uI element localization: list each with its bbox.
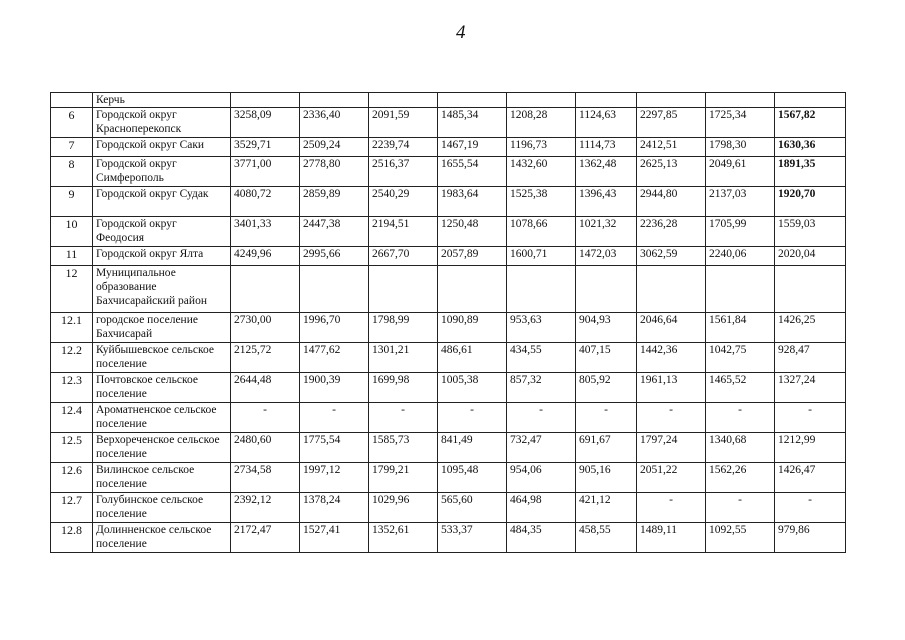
value-cell: - [369,403,438,433]
value-cell: 1432,60 [507,157,576,187]
value-cell: - [637,403,706,433]
value-cell: 1600,71 [507,247,576,266]
value-cell: 2125,72 [231,343,300,373]
value-cell [637,266,706,313]
page-number: 4 [456,22,466,43]
value-cell [775,266,846,313]
value-cell: 434,55 [507,343,576,373]
value-cell: 1891,35 [775,157,846,187]
row-num-cell: 12.5 [51,433,93,463]
value-cell: 2447,38 [300,217,369,247]
value-cell: 2412,51 [637,138,706,157]
value-cell: 1467,19 [438,138,507,157]
row-num-cell: 7 [51,138,93,157]
row-name-cell: Городской округ Симферополь [93,157,231,187]
value-cell: 3771,00 [231,157,300,187]
value-cell: 2509,24 [300,138,369,157]
row-num-cell: 11 [51,247,93,266]
row-name-cell: городское поселение Бахчисарай [93,313,231,343]
value-cell: 1396,43 [576,187,637,217]
row-num-cell: 12.1 [51,313,93,343]
row-num-cell: 9 [51,187,93,217]
table-row [51,217,846,247]
value-cell: 2516,37 [369,157,438,187]
value-cell: - [706,403,775,433]
value-cell: 4080,72 [231,187,300,217]
value-cell [369,266,438,313]
value-cell: 1078,66 [507,217,576,247]
value-cell: 3062,59 [637,247,706,266]
value-cell: 1798,99 [369,313,438,343]
row-name-cell: Городской округ Саки [93,138,231,157]
value-cell: 1961,13 [637,373,706,403]
value-cell: 1042,75 [706,343,775,373]
table-row [51,373,846,403]
table-row [51,433,846,463]
value-cell: 1092,55 [706,523,775,553]
table-row [51,403,846,433]
value-cell: 2995,66 [300,247,369,266]
value-cell: 1442,36 [637,343,706,373]
value-cell: 841,49 [438,433,507,463]
value-cell: 1699,98 [369,373,438,403]
value-cell: 1095,48 [438,463,507,493]
value-cell: 1920,70 [775,187,846,217]
value-cell: 904,93 [576,313,637,343]
value-cell: 2172,47 [231,523,300,553]
value-cell: 732,47 [507,433,576,463]
value-cell: - [637,493,706,523]
value-cell: - [438,403,507,433]
value-cell: 2057,89 [438,247,507,266]
table-row [51,266,846,313]
value-cell: 691,67 [576,433,637,463]
value-cell: 2734,58 [231,463,300,493]
table-row [51,138,846,157]
value-cell: 1996,70 [300,313,369,343]
value-cell: 3529,71 [231,138,300,157]
value-cell: 2480,60 [231,433,300,463]
row-name-cell: Городской округ Красноперекопск [93,108,231,138]
value-cell: 1775,54 [300,433,369,463]
value-cell: 1196,73 [507,138,576,157]
row-num-cell: 12.6 [51,463,93,493]
value-cell: 2020,04 [775,247,846,266]
value-cell: - [507,403,576,433]
table-row [51,343,846,373]
value-cell: 3258,09 [231,108,300,138]
value-cell: 1301,21 [369,343,438,373]
row-num-cell: 12.4 [51,403,93,433]
value-cell: 1562,26 [706,463,775,493]
value-cell [706,266,775,313]
value-cell: 4249,96 [231,247,300,266]
value-cell: 565,60 [438,493,507,523]
table-row [51,187,846,217]
table-row [51,523,846,553]
tariff-table [50,92,846,553]
row-name-cell: Городской округ Судак [93,187,231,217]
value-cell: 1378,24 [300,493,369,523]
value-cell: 1799,21 [369,463,438,493]
row-num-cell [51,93,93,108]
value-cell: 2051,22 [637,463,706,493]
value-cell: 1340,68 [706,433,775,463]
value-cell: 1655,54 [438,157,507,187]
value-cell: 1525,38 [507,187,576,217]
value-cell: 2730,00 [231,313,300,343]
value-cell: 1983,64 [438,187,507,217]
value-cell: 1426,47 [775,463,846,493]
value-cell [438,266,507,313]
value-cell: 484,35 [507,523,576,553]
value-cell: 1208,28 [507,108,576,138]
value-cell: 2625,13 [637,157,706,187]
row-name-cell: Верхореченское сельское поселение [93,433,231,463]
value-cell: 2091,59 [369,108,438,138]
table-row [51,247,846,266]
value-cell: 1798,30 [706,138,775,157]
value-cell: 1585,73 [369,433,438,463]
table-body [51,93,846,553]
value-cell: 905,16 [576,463,637,493]
value-cell: 1485,34 [438,108,507,138]
value-cell: 1725,34 [706,108,775,138]
value-cell [576,266,637,313]
value-cell: 1477,62 [300,343,369,373]
row-name-cell: Долинненское сельское поселение [93,523,231,553]
row-name-cell: Керчь [93,93,231,108]
value-cell: 2240,06 [706,247,775,266]
table-row [51,493,846,523]
value-cell: 1489,11 [637,523,706,553]
value-cell: - [576,403,637,433]
value-cell: 1124,63 [576,108,637,138]
row-name-cell: Куйбышевское сельское поселение [93,343,231,373]
value-cell: 2540,29 [369,187,438,217]
value-cell: 979,86 [775,523,846,553]
row-num-cell: 12.3 [51,373,93,403]
value-cell: 1997,12 [300,463,369,493]
row-name-cell: Муниципальное образование Бахчисарайский район [93,266,231,313]
value-cell: 1705,99 [706,217,775,247]
value-cell: 2336,40 [300,108,369,138]
value-cell: 2137,03 [706,187,775,217]
row-name-cell: Голубинское сельское поселение [93,493,231,523]
value-cell: 1352,61 [369,523,438,553]
value-cell: 2049,61 [706,157,775,187]
value-cell: 1005,38 [438,373,507,403]
table-row [51,463,846,493]
value-cell: 1567,82 [775,108,846,138]
value-cell: 1465,52 [706,373,775,403]
value-cell: 1426,25 [775,313,846,343]
value-cell: 2778,80 [300,157,369,187]
value-cell: 928,47 [775,343,846,373]
value-cell: 2392,12 [231,493,300,523]
value-cell: 1114,73 [576,138,637,157]
value-cell: 2046,64 [637,313,706,343]
table-row [51,108,846,138]
value-cell: 486,61 [438,343,507,373]
value-cell: 1900,39 [300,373,369,403]
row-num-cell: 12 [51,266,93,313]
value-cell: 1797,24 [637,433,706,463]
value-cell: 1327,24 [775,373,846,403]
table-row [51,157,846,187]
value-cell: 1362,48 [576,157,637,187]
row-name-cell: Городской округ Ялта [93,247,231,266]
value-cell: 1090,89 [438,313,507,343]
value-cell: 2667,70 [369,247,438,266]
value-cell: 953,63 [507,313,576,343]
value-cell: 1527,41 [300,523,369,553]
value-cell: 954,06 [507,463,576,493]
value-cell: - [300,403,369,433]
value-cell: 2239,74 [369,138,438,157]
value-cell [231,266,300,313]
value-cell: 407,15 [576,343,637,373]
row-num-cell: 12.7 [51,493,93,523]
value-cell: 533,37 [438,523,507,553]
row-name-cell: Почтовское сельское поселение [93,373,231,403]
value-cell: 3401,33 [231,217,300,247]
value-cell: 421,12 [576,493,637,523]
row-name-cell: Ароматненское сельское поселение [93,403,231,433]
value-cell: 2644,48 [231,373,300,403]
value-cell [507,266,576,313]
value-cell: 1029,96 [369,493,438,523]
row-name-cell: Городской округ Феодосия [93,217,231,247]
row-num-cell: 10 [51,217,93,247]
value-cell: 1561,84 [706,313,775,343]
value-cell: - [231,403,300,433]
row-num-cell: 12.8 [51,523,93,553]
value-cell: 2297,85 [637,108,706,138]
row-num-cell: 12.2 [51,343,93,373]
value-cell: 805,92 [576,373,637,403]
value-cell: - [775,493,846,523]
value-cell: 2194,51 [369,217,438,247]
table-row [51,313,846,343]
value-cell: 2236,28 [637,217,706,247]
value-cell: - [775,403,846,433]
table-row-fragment [51,93,846,108]
value-cell: 2944,80 [637,187,706,217]
value-cell: 1021,32 [576,217,637,247]
value-cell: 857,32 [507,373,576,403]
row-num-cell: 8 [51,157,93,187]
row-name-cell: Вилинское сельское поселение [93,463,231,493]
value-cell: 1212,99 [775,433,846,463]
value-cell: 1250,48 [438,217,507,247]
value-cell: 2859,89 [300,187,369,217]
value-cell: 1472,03 [576,247,637,266]
value-cell: 1630,36 [775,138,846,157]
value-cell: 1559,03 [775,217,846,247]
value-cell: 458,55 [576,523,637,553]
value-cell: - [706,493,775,523]
row-num-cell: 6 [51,108,93,138]
value-cell [300,266,369,313]
value-cell: 464,98 [507,493,576,523]
